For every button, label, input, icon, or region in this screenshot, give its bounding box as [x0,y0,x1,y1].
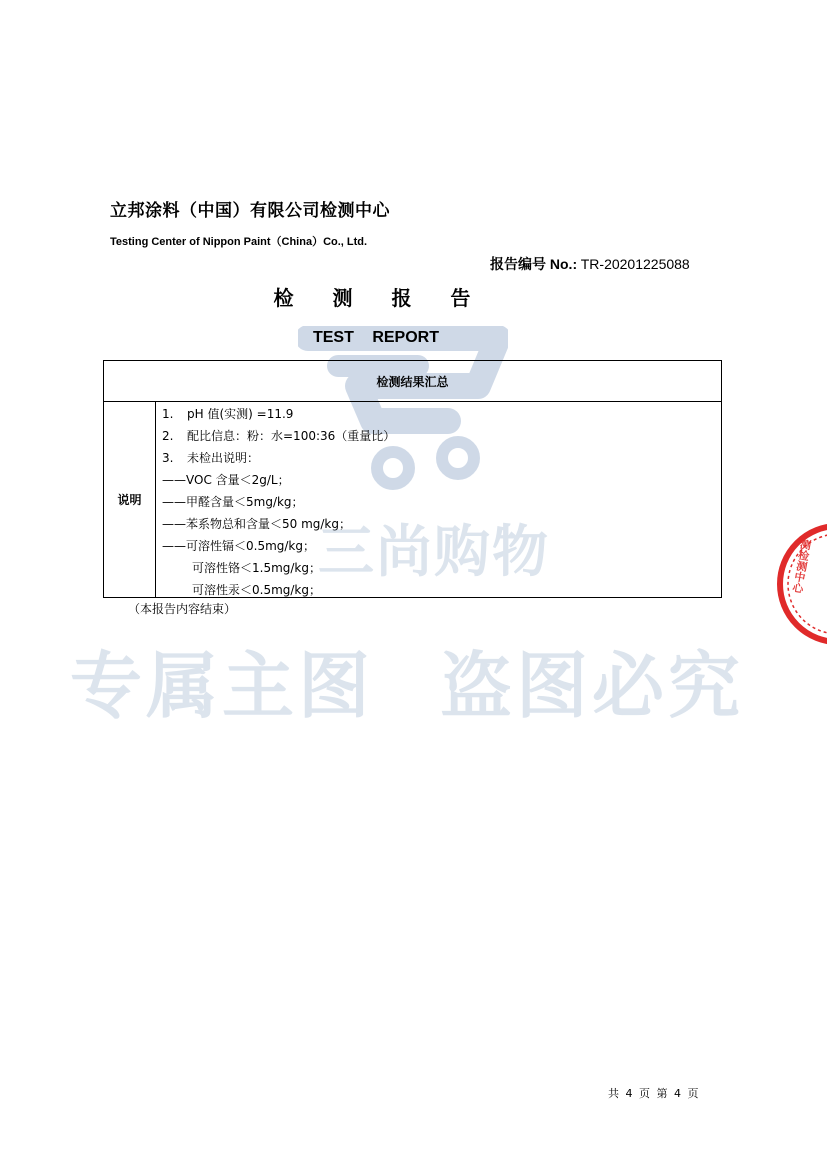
page-pagination: 共 4 页 第 4 页 [608,1087,699,1100]
organization-name-en: Testing Center of Nippon Paint（China）Co., Ltd. [110,236,368,248]
brand-watermark: 三尚购物 [318,520,550,585]
report-title-en: TEST REPORT [312,329,439,346]
results-summary-table [103,360,722,598]
official-seal-stamp [776,517,827,651]
list-item: 2. 配比信息：粉：水=100:36（重量比） [162,429,396,443]
organization-name-cn: 立邦涂料（中国）有限公司检测中心 [110,201,390,221]
seal-lettering: 测检测中心 [790,537,813,595]
list-item: ——VOC 含量＜2g/L； [162,473,290,487]
watermark-right: 盗图必究 [440,644,745,728]
list-item: ——甲醛含量＜5mg/kg； [162,495,304,509]
report-number-value: TR-20201225088 [580,256,690,272]
row-label: 说明 [104,401,156,597]
table-notes [162,403,717,601]
list-item: 可溶性铬＜1.5mg/kg； [192,561,322,575]
list-item: 3. 未检出说明： [162,451,260,465]
report-title-cn: 检 测 报 告 [273,286,487,310]
list-item: 1. pH 值(实测) =11.9 [162,407,294,421]
end-of-report-note: （本报告内容结束） [128,602,237,616]
report-number-label: 报告编号 No.: [490,256,578,272]
table-heading: 检测结果汇总 [104,361,721,402]
report-number [490,254,690,274]
list-item: 可溶性汞＜0.5mg/kg； [192,583,322,597]
watermark-left: 专属主图 [70,644,375,728]
list-item: ——可溶性镉＜0.5mg/kg； [162,539,316,553]
list-item: ——苯系物总和含量＜50 mg/kg； [162,517,352,531]
